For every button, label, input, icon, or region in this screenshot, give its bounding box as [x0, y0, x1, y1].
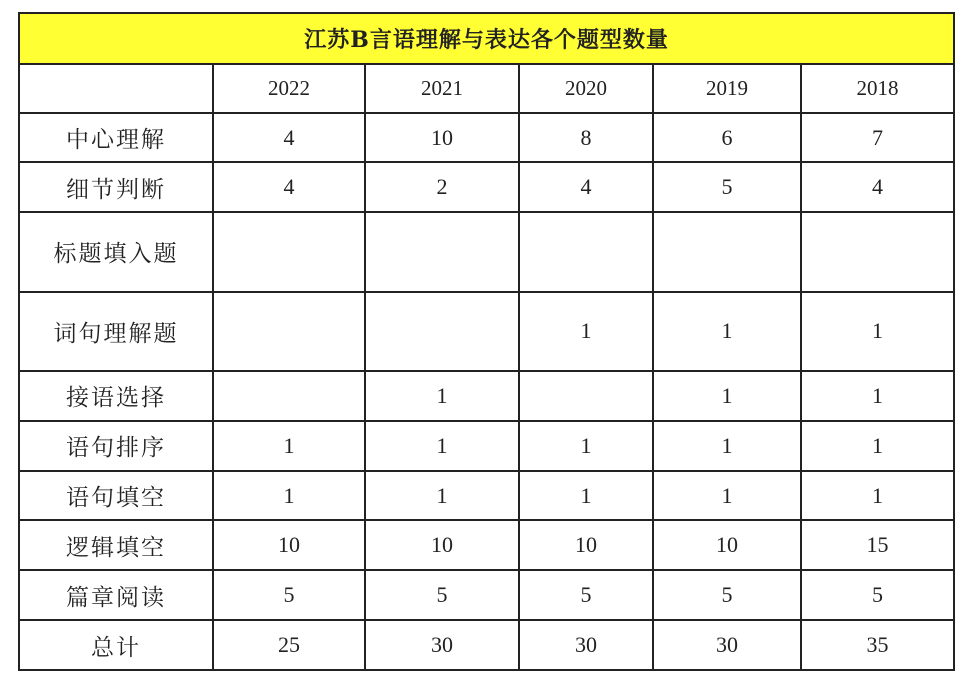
header-row	[19, 64, 954, 113]
value-cell: 4	[801, 162, 954, 212]
value-cell: 30	[365, 620, 519, 670]
table-title: 江苏B言语理解与表达各个题型数量	[19, 13, 954, 64]
value-cell: 30	[519, 620, 653, 670]
table-row	[19, 162, 954, 212]
row-label: 中心理解	[19, 113, 213, 163]
value-cell: 1	[213, 421, 365, 471]
value-cell: 1	[653, 292, 801, 371]
value-cell: 1	[801, 471, 954, 521]
value-cell: 6	[653, 113, 801, 163]
value-cell: 1	[213, 471, 365, 521]
year-header: 2022	[213, 64, 365, 113]
value-cell: 4	[213, 113, 365, 163]
table-body	[19, 13, 954, 670]
table-row	[19, 570, 954, 620]
value-cell	[653, 212, 801, 291]
table-row	[19, 421, 954, 471]
value-cell: 1	[519, 471, 653, 521]
row-label: 标题填入题	[19, 212, 213, 291]
value-cell	[213, 371, 365, 421]
value-cell: 4	[213, 162, 365, 212]
value-cell: 1	[653, 371, 801, 421]
table-row	[19, 371, 954, 421]
row-label: 接语选择	[19, 371, 213, 421]
value-cell	[519, 212, 653, 291]
value-cell	[365, 292, 519, 371]
value-cell: 5	[365, 570, 519, 620]
value-cell: 7	[801, 113, 954, 163]
value-cell: 1	[519, 292, 653, 371]
row-label: 语句排序	[19, 421, 213, 471]
table-row	[19, 212, 954, 291]
value-cell	[801, 212, 954, 291]
value-cell: 1	[519, 421, 653, 471]
value-cell: 1	[365, 471, 519, 521]
table-row	[19, 620, 954, 670]
value-cell: 10	[519, 520, 653, 570]
table-row	[19, 471, 954, 521]
value-cell: 25	[213, 620, 365, 670]
value-cell	[519, 371, 653, 421]
value-cell: 4	[519, 162, 653, 212]
question-type-table-container	[18, 12, 953, 671]
value-cell: 1	[801, 371, 954, 421]
row-label: 语句填空	[19, 471, 213, 521]
value-cell: 10	[653, 520, 801, 570]
value-cell: 1	[365, 371, 519, 421]
table-row	[19, 113, 954, 163]
value-cell: 10	[365, 113, 519, 163]
value-cell: 1	[801, 292, 954, 371]
value-cell	[213, 212, 365, 291]
value-cell	[213, 292, 365, 371]
row-label: 总计	[19, 620, 213, 670]
value-cell: 8	[519, 113, 653, 163]
value-cell: 1	[365, 421, 519, 471]
value-cell: 5	[519, 570, 653, 620]
value-cell: 1	[653, 471, 801, 521]
table-row	[19, 520, 954, 570]
value-cell: 5	[653, 570, 801, 620]
value-cell: 1	[801, 421, 954, 471]
value-cell: 5	[801, 570, 954, 620]
year-header: 2020	[519, 64, 653, 113]
row-label: 词句理解题	[19, 292, 213, 371]
table-row	[19, 292, 954, 371]
value-cell: 35	[801, 620, 954, 670]
value-cell: 5	[213, 570, 365, 620]
value-cell: 10	[213, 520, 365, 570]
value-cell: 1	[653, 421, 801, 471]
question-type-table	[18, 12, 955, 671]
value-cell: 30	[653, 620, 801, 670]
value-cell: 5	[653, 162, 801, 212]
corner-cell	[19, 64, 213, 113]
title-row	[19, 13, 954, 64]
year-header: 2021	[365, 64, 519, 113]
value-cell: 10	[365, 520, 519, 570]
value-cell: 2	[365, 162, 519, 212]
year-header: 2018	[801, 64, 954, 113]
row-label: 细节判断	[19, 162, 213, 212]
year-header: 2019	[653, 64, 801, 113]
row-label: 逻辑填空	[19, 520, 213, 570]
value-cell	[365, 212, 519, 291]
row-label: 篇章阅读	[19, 570, 213, 620]
value-cell: 15	[801, 520, 954, 570]
